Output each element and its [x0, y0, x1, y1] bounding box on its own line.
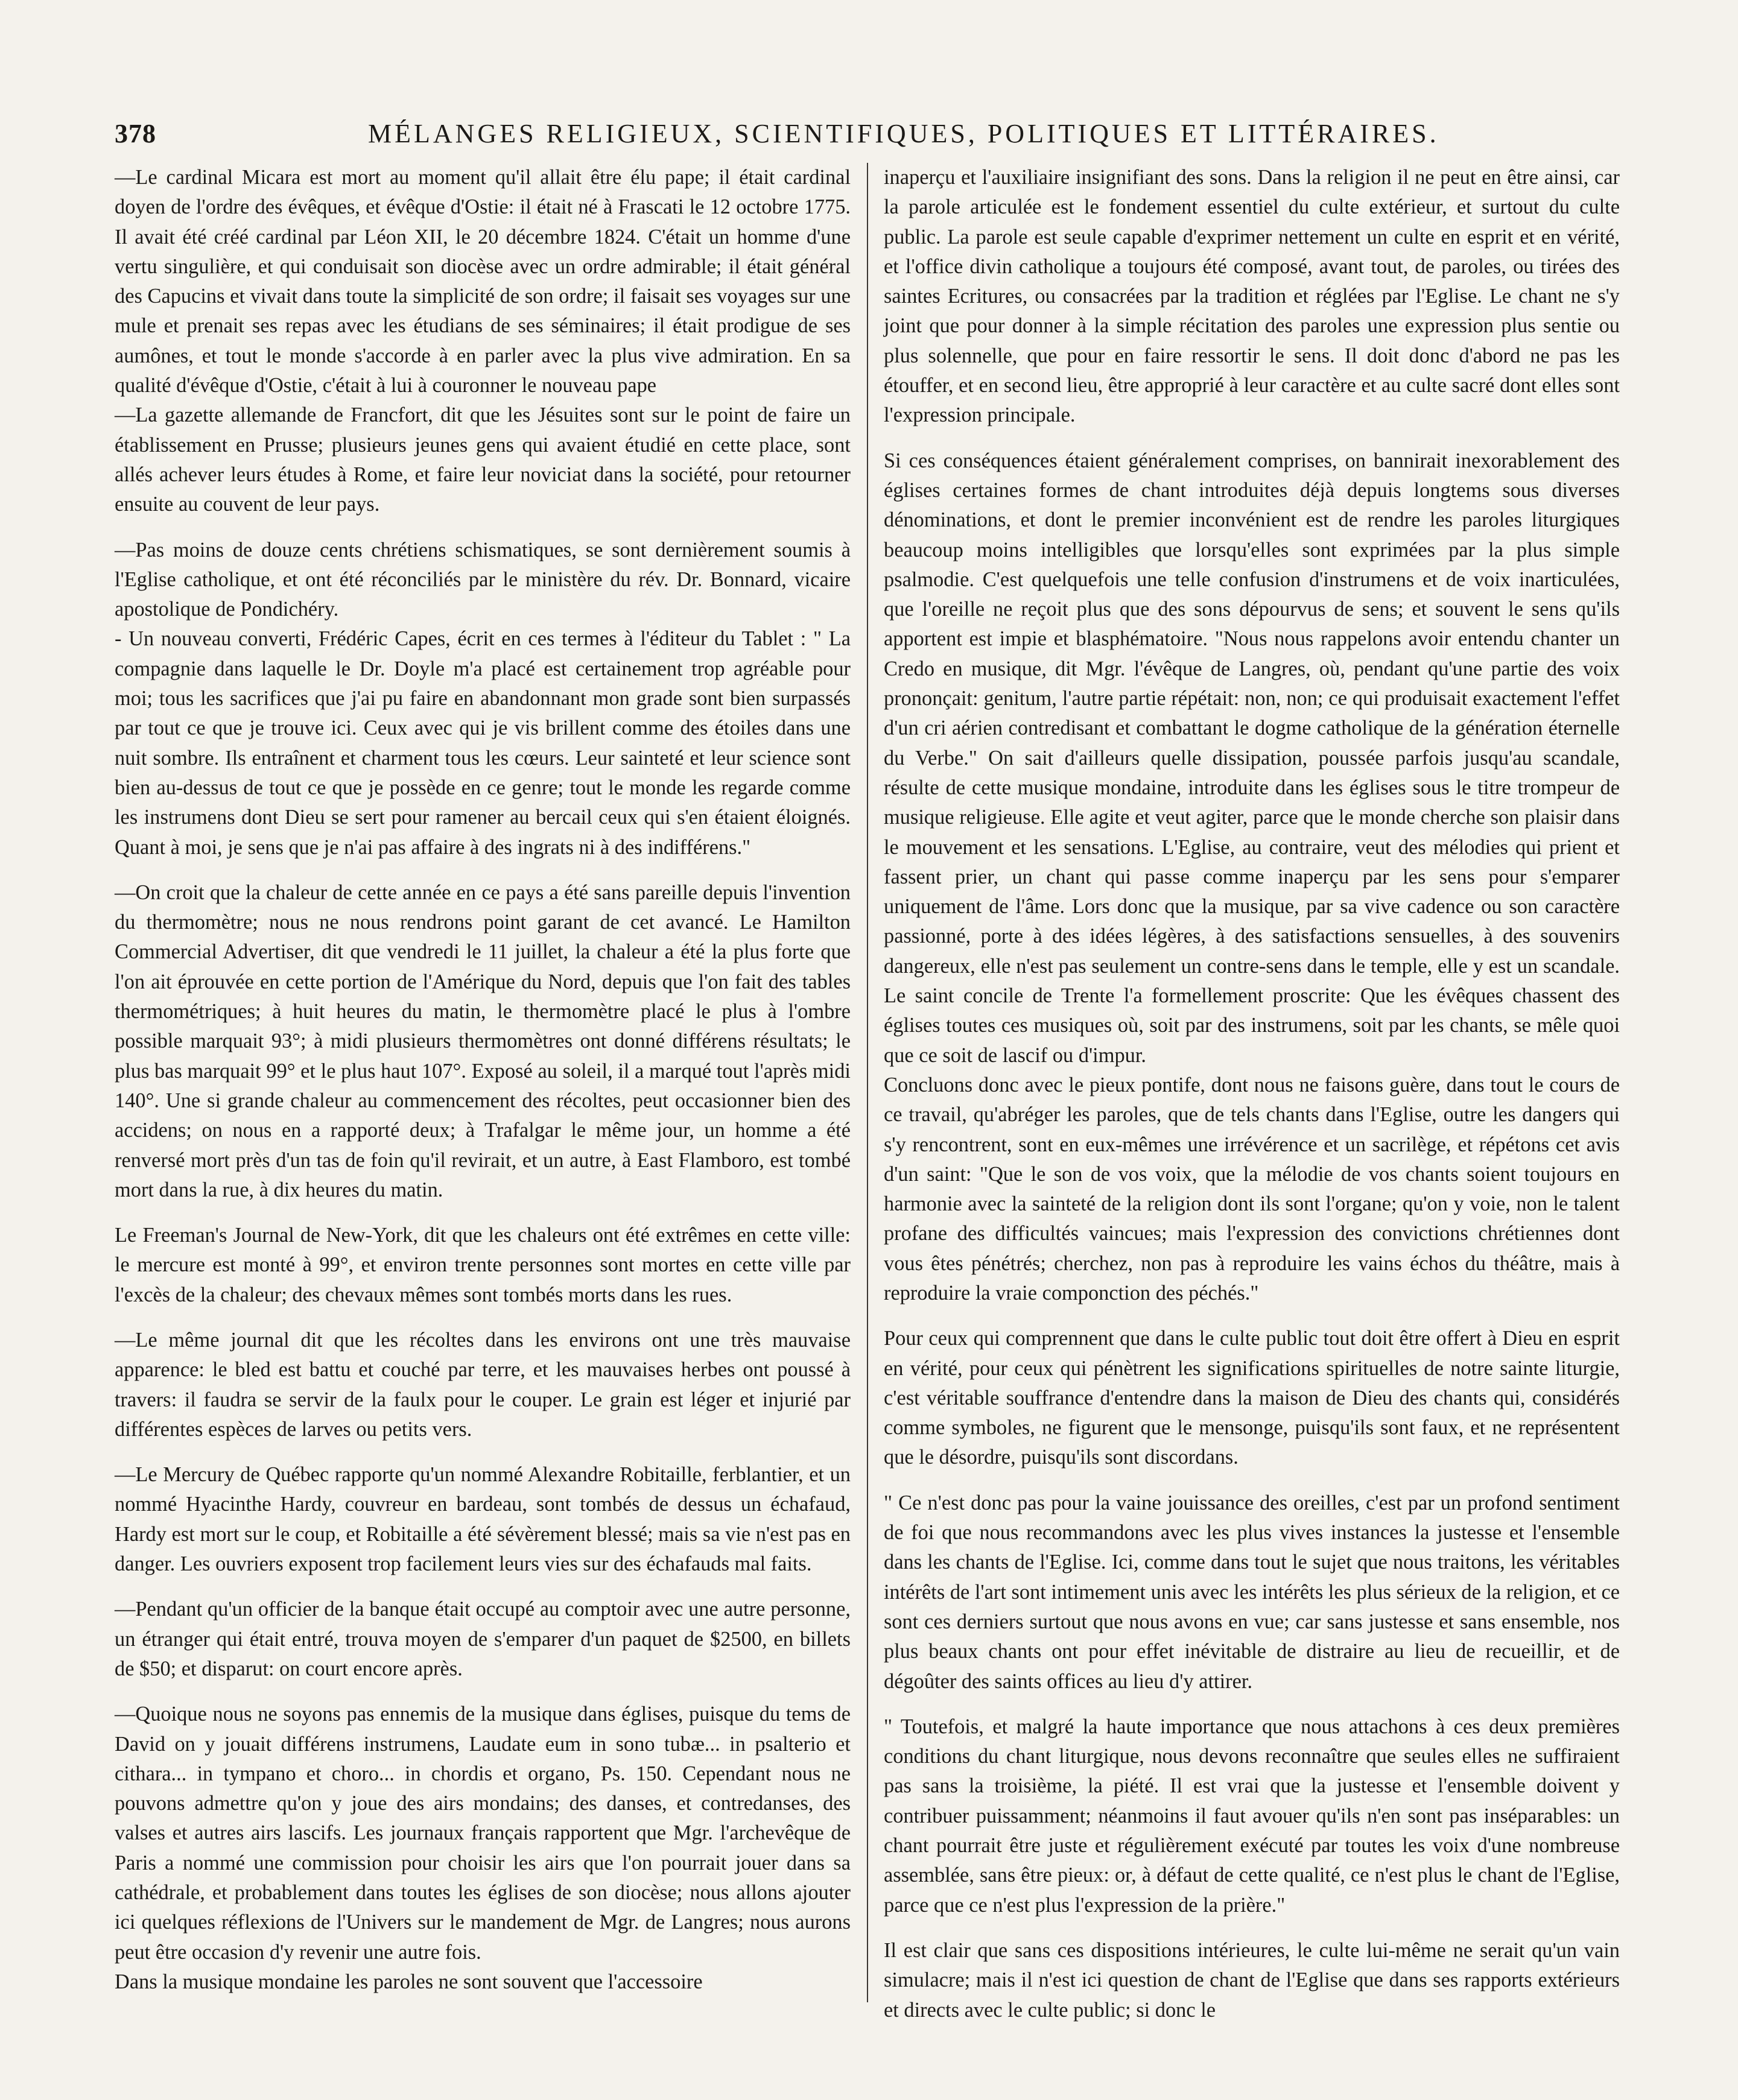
page-header [115, 118, 1629, 154]
article-paragraph: Il est clair que sans ces dispositions intérieures, le culte lui-même ne serait qu'un vain simulacre; mais il n'est ici question de chant de l'Eglise que dans ses rapports extérieurs et directs avec le culte public; si donc le [884, 1938, 1620, 2022]
article-paragraph: Dans la musique mondaine les paroles ne sont souvent que l'accessoire [115, 1970, 703, 1993]
article-paragraph: Le Freeman's Journal de New-York, dit que les chaleurs ont été extrêmes en cette ville: le mercure est monté à 99°, et environ trente personnes sont mortes en cette ville par l'excès de la chaleur; des chevaux mêmes sont tombés morts dans les rues. [115, 1224, 851, 1306]
article-paragraph: —Pendant qu'un officier de la banque était occupé au comptoir avec une autre personne, un étranger qui était entré, trouva moyen de s'emparer d'un paquet de $2500, en billets de $50; et disparut: on court encore après. [115, 1598, 851, 1680]
article-paragraph: Si ces conséquences étaient généralement comprises, on bannirait inexorablement des églises certaines formes de chant introduites déjà depuis longtems sous diverses dénominations, et dont le premier inconvénient est de rendre les paroles liturgiques beaucoup moins intelligibles que lorsqu'elles sont exprimées par la plus simple psalmodie. C'est quelquefois une telle confusion d'instrumens et de voix inarticulées, que l'oreille ne reçoit plus que des sons dépourvus de sens; et souvent le sens qu'ils apportent est impie et blasphématoire. "Nous nous rappelons avoir entendu chanter un Credo en musique, dit Mgr. l'évêque de Langres, où, pendant qu'une partie des voix prononçait: genitum, l'autre partie répétait: non, non; ce qui produisait exactement l'effet d'un cri aérien contredisant et combattant le dogme catholique de la génération éternelle du Verbe." On sait d'ailleurs quelle dissipation, poussée parfois jusqu'au scandale, résulte de cette musique mondaine, introduite dans les églises sous le titre trompeur de musique religieuse. Elle agite et veut agiter, parce que le monde cherche son plaisir dans le mouvement et les sensations. L'Eglise, au contraire, veut des mélodies qui prient et fassent prier, un chant qui passe comme inaperçu par les sens pour s'emparer uniquement de l'âme. Lors donc que la musique, par sa vive cadence ou son caractère passionné, porte à des idées légères, à des satisfactions sensuelles, à des souvenirs dangereux, elle n'est pas seulement un contre-sens dans le temple, elle y est un scandale. Le saint concile de Trente l'a formellement proscrite: Que les évêques chassent des églises toutes ces musiques où, soit par des instrumens, soit par les chants, se mêle quoi que ce soit de lascif ou d'impur. [884, 449, 1620, 1067]
article-paragraph: " Toutefois, et malgré la haute importance que nous attachons à ces deux premières conditions du chant liturgique, nous devons reconnaître que seules elles ne suffiraient pas sans la troisième, la piété. Il est vrai que la justesse et l'ensemble doivent y contribuer puissamment; néanmoins il faut avouer qu'ils n'en sont pas inséparables: un chant pourrait être juste et régulièrement exécuté par toutes les voix d'une nombreuse assemblée, sans être pieux: or, à défaut de cette qualité, ce n'est plus le chant de l'Eglise, parce que ce n'est plus l'expression de la prière." [884, 1715, 1620, 1917]
article-paragraph: —Le même journal dit que les récoltes dans les environs ont une très mauvaise apparence: le bled est battu et couché par terre, et les mauvaises herbes ont poussé à travers: il faudra se servir de la faulx pour le couper. Le grain est léger et injurié par différentes espèces de larves ou petits vers. [115, 1328, 851, 1441]
article-paragraph: —Pas moins de douze cents chrétiens schismatiques, se sont dernièrement soumis à l'Eglise catholique, et ont été réconciliés par le ministère du rév. Dr. Bonnard, vicaire apostolique de Pondichéry. [115, 538, 851, 621]
article-paragraph: Concluons donc avec le pieux pontife, dont nous ne faisons guère, dans tout le cours de ce travail, qu'abréger les paroles, que de tels chants dans l'Eglise, outre les dangers qui s'y rencontrent, sont en eux-mêmes une irrévérence et un sacrilège, et répétons cet avis d'un saint: "Que le son de vos voix, que la mélodie de vos chants soient toujours en harmonie avec la sainteté de la religion dont ils sont l'organe; qu'on y voie, non le talent profane des difficultés vaincues; mais l'expression des convictions chrétiennes dont vous êtes pénétrés; cherchez, non pas à reproduire les vains échos du théâtre, mais à reproduire la vraie componction des péchés." [884, 1073, 1620, 1305]
column-divider [867, 163, 868, 2002]
article-paragraph: —Le Mercury de Québec rapporte qu'un nommé Alexandre Robitaille, ferblantier, et un nommé Hyacinthe Hardy, couvreur en bardeau, sont tombés de dessus un échafaud, Hardy est mort sur le coup, et Robitaille a été sévèrement blessé; mais sa vie n'est pas en danger. Les ouvriers exposent trop facilement leurs vies sur des échafauds mal faits. [115, 1463, 851, 1576]
article-paragraph: —La gazette allemande de Francfort, dit que les Jésuites sont sur le point de faire un établissement en Prusse; plusieurs jeunes gens qui avaient étudié en cette place, sont allés achever leurs études à Rome, et faire leur noviciat dans la société, pour retourner ensuite au couvent de leur pays. [115, 403, 851, 516]
article-paragraph: inaperçu et l'auxiliaire insignifiant des sons. Dans la religion il ne peut en être ainsi, car la parole articulée est le fondement essentiel du culte extérieur, et surtout du culte public. La parole est seule capable d'exprimer nettement un culte en esprit et en vérité, et l'office divin catholique a toujours été composé, avant tout, de paroles, ou tirées des saintes Ecritures, ou consacrées par la tradition et réglées par l'Eglise. Le chant ne s'y joint que pour donner à la simple récitation des paroles une expression plus sentie ou plus solennelle, que pour en faire ressortir le sens. Il doit donc d'abord ne pas les étouffer, et en second lieu, être approprié à leur caractère et au culte sacré dont elles sont l'expression principale. [884, 166, 1620, 427]
left-column [115, 163, 851, 2008]
article-paragraph: - Un nouveau converti, Frédéric Capes, écrit en ces termes à l'éditeur du Tablet : " La compagnie dans laquelle le Dr. Doyle m'a placé est certainement trop agréable pour moi; tous les sacrifices que j'ai pu faire en abandonnant mon grade sont bien surpassés par tout ce que je trouve ici. Ceux avec qui je vis brillent comme des étoiles dans une nuit sombre. Ils entraînent et charment tous les cœurs. Leur sainteté et leur science sont bien au-dessus de tout ce que je possède en ce genre; tout le monde les regarde comme les instrumens dont Dieu se sert pour ramener au bercail ceux qui s'en étaient éloignés. Quant à moi, je sens que je n'ai pas affaire à des ingrats ni à des indifférens." [115, 627, 851, 859]
article-paragraph: —Quoique nous ne soyons pas ennemis de la musique dans églises, puisque du tems de David on y jouait différens instrumens, Laudate eum in sono tubæ... in psalterio et cithara... in tympano et choro... in chordis et organo, Ps. 150. Cependant nous ne pouvons admettre qu'on y joue des airs mondains; des danses, et contredanses, des valses et autres airs lascifs. Les journaux français rapportent que Mgr. l'archevêque de Paris a nommé une commission pour choisir les airs que l'on pourrait jouer dans sa cathédrale, et probablement dans toutes les églises de son diocèse; nous allons ajouter ici quelques réflexions de l'Univers sur le mandement de Mgr. de Langres; nous aurons peut être occasion d'y revenir une autre fois. [115, 1703, 851, 1964]
article-paragraph: " Ce n'est donc pas pour la vaine jouissance des oreilles, c'est par un profond sentiment de foi que nous recommandons avec les plus vives instances la justesse et l'ensemble dans les chants de l'Eglise. Ici, comme dans tout le sujet que nous traitons, les véritables intérêts de l'art sont intimement unis avec les intérêts les plus sérieux de la religion, et ce sont ces derniers surtout que nous avons en vue; car sans justesse et sans ensemble, nos plus beaux chants ont pour effet inévitable de distraire au lieu de recueillir, et de dégoûter des saints offices au lieu d'y attirer. [884, 1491, 1620, 1693]
right-column [884, 163, 1620, 2022]
article-paragraph: —Le cardinal Micara est mort au moment qu'il allait être élu pape; il était cardinal doyen de l'ordre des évêques, et évêque d'Ostie: il était né à Frascati le 12 octobre 1775. Il avait été créé cardinal par Léon XII, le 20 décembre 1824. C'était un homme d'une vertu singulière, et qui conduisait son diocèse avec un ordre admirable; il était général des Capucins et vivait dans toute la simplicité de son ordre; il faisait ses voyages sur une mule et prenait ses repas avec les étudians de ses séminaires; il était prodigue de ses aumônes, et tout le monde s'accorde à en parler avec la plus vive admiration. En sa qualité d'évêque d'Ostie, c'était à lui à couronner le nouveau pape [115, 166, 851, 397]
article-paragraph: —On croit que la chaleur de cette année en ce pays a été sans pareille depuis l'invention du thermomètre; nous ne nous rendrons point garant de cet avancé. Le Hamilton Commercial Advertiser, dit que vendredi le 11 juillet, la chaleur a été la plus forte que l'on ait éprouvée en cette portion de l'Amérique du Nord, depuis que l'on fait des tables thermométriques; à huit heures du matin, le thermomètre placé le plus à l'ombre possible marquait 93°; à midi plusieurs thermomètres ont donné différens résultats; le plus bas marquait 99° et le plus haut 107°. Exposé au soleil, il a marqué tout l'après midi 140°. Une si grande chaleur au commencement des récoltes, peut occasionner bien des accidens; on nous en a rapporté deux; à Trafalgar le même jour, un homme a été renversé mort près d'un tas de foin qu'il revirait, et un autre, à East Flamboro, est tombé mort dans la rue, à dix heures du matin. [115, 881, 851, 1201]
article-paragraph: Pour ceux qui comprennent que dans le culte public tout doit être offert à Dieu en esprit en vérité, pour ceux qui pénètrent les significations spirituelles de notre sainte liturgie, c'est véritable souffrance d'entendre dans la maison de Dieu des chants qui, considérés comme symboles, ne figurent que le mensonge, puisqu'ils sont faux, et ne représentent que le désordre, puisqu'ils sont discordans. [884, 1327, 1620, 1469]
page-number: 378 [115, 119, 156, 148]
running-title: MÉLANGES RELIGIEUX, SCIENTIFIQUES, POLITIQUES ET LITTÉRAIRES. [368, 119, 1439, 148]
